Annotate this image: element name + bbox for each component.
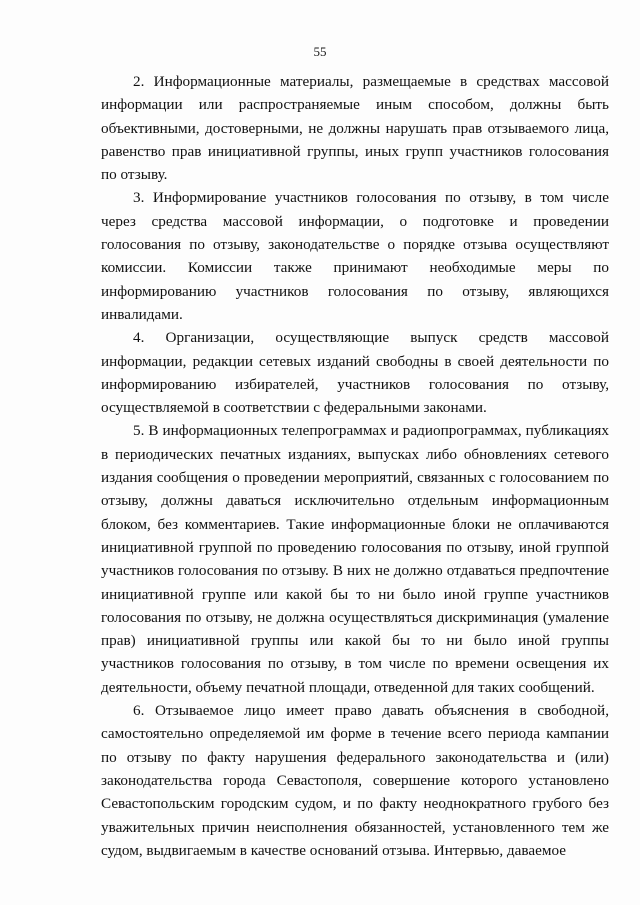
paragraph-5: 5. В информационных телепрограммах и радиопрограммах, публикациях в периодических печатных изданиях, выпусках либо обновлениях сетевого издания сообщения о проведении мероприятий, связанных с голосованием по отзыву, должны даваться исключительно отдельным информационным блоком, без комментариев. Такие информационные блоки не оплачиваются инициативной группой по проведению голосования по отзыву, иной группой участников голосования по отзыву. В них не должно отдаваться предпочтение инициативной группе или какой бы то ни было иной группе участников голосования по отзыву, не должна осуществляться дискриминация (умаление прав) инициативной группы или какой бы то ни было иной группы участников голосования по отзыву, в том числе по времени освещения их деятельности, объему печатной площади, отведенной для таких сообщений. xyxy=(101,422,609,696)
page-number: 55 xyxy=(313,44,327,59)
paragraph-6: 6. Отзываемое лицо имеет право давать объяснения в свободной, самостоятельно определяемой им форме в течение всего периода кампании по отзыву по факту нарушения федерального законодательства и (или) законодательства города Севастополя, совершение которого установлено Севастопольским городским судом, и по факту неоднократного грубого без уважительных причин неисполнения обязанностей, установленного тем же судом, выдвигаемым в качестве оснований отзыва. Интервью, даваемое xyxy=(101,702,609,859)
document-body xyxy=(101,70,609,862)
paragraph-2: 2. Информационные материалы, размещаемые в средствах массовой информации или распространяемые иным способом, должны быть объективными, достоверными, не должны нарушать прав отзываемого лица, равенство прав инициативной группы, иных групп участников голосования по отзыву. xyxy=(101,73,609,184)
paragraph-3: 3. Информирование участников голосования по отзыву, в том числе через средства массовой информации, о подготовке и проведении голосования по отзыву, законодательстве о порядке отзыва осуществляют комиссии. Комиссии также принимают необходимые меры по информированию участников голосования по отзыву, являющихся инвалидами. xyxy=(101,189,609,323)
paragraph-4: 4. Организации, осуществляющие выпуск средств массовой информации, редакции сетевых изданий свободны в своей деятельности по информированию избирателей, участников голосования по отзыву, осуществляемой в соответствии с федеральными законами. xyxy=(101,329,609,417)
